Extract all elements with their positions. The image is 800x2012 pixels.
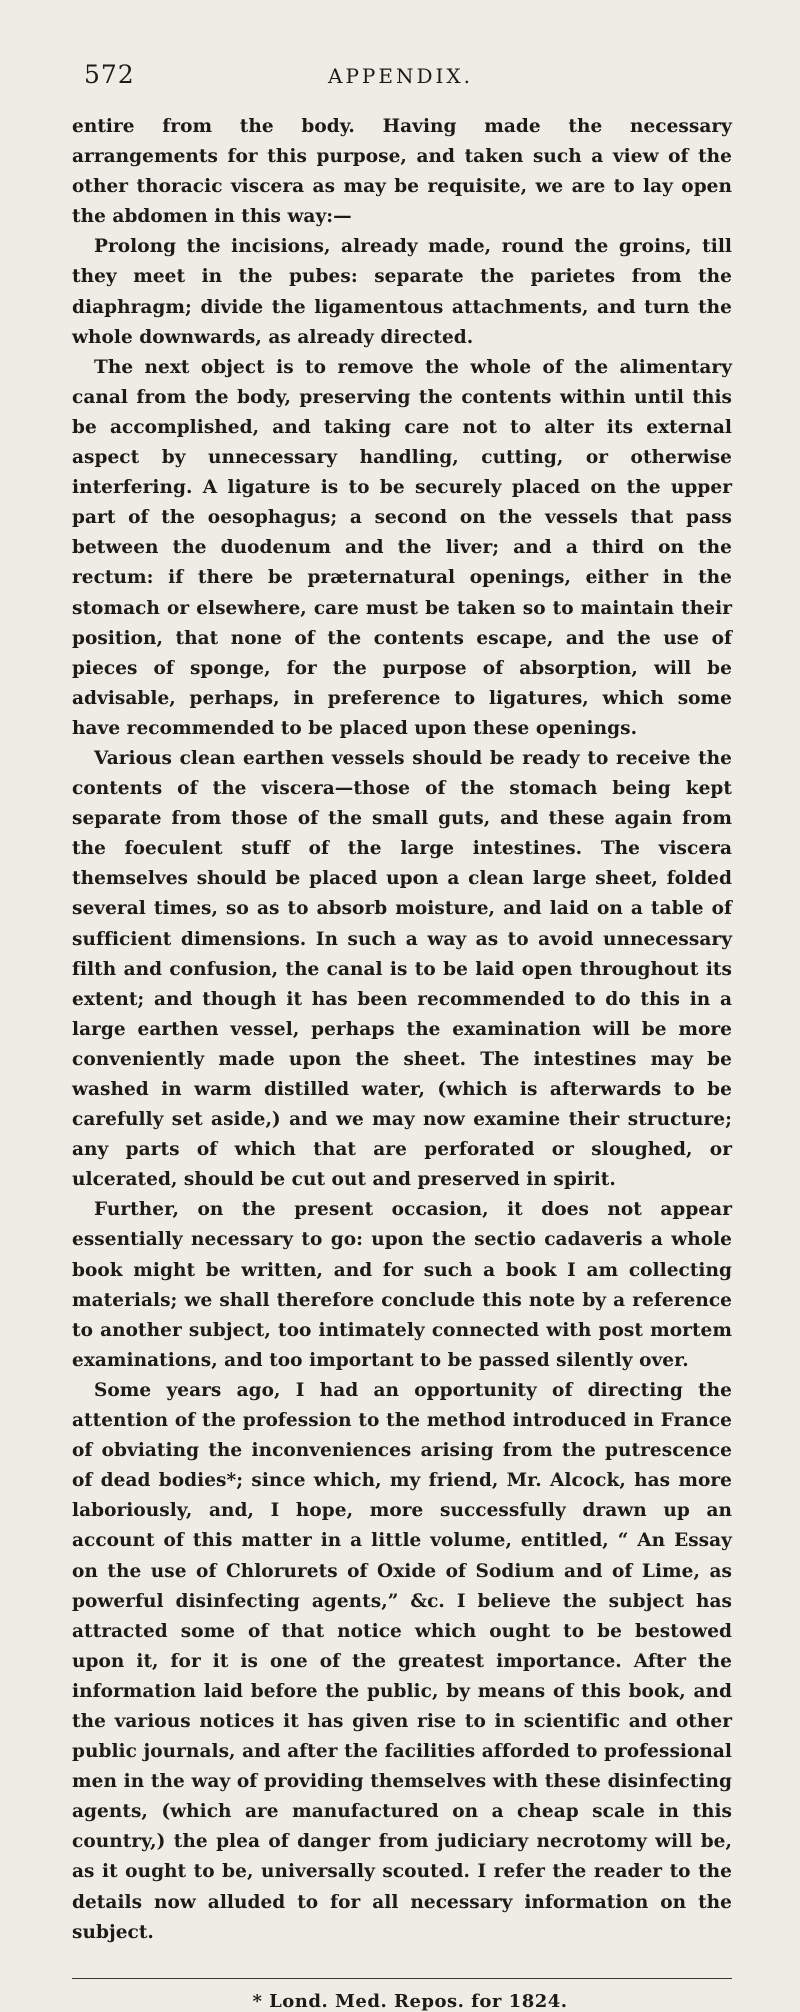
footnote-divider bbox=[72, 1978, 732, 1979]
paragraph: Further, on the present occasion, it does not appear essentially necessary to go: upon the sectio cadaveris a whole book might be written, and for such a book I am collecting materials; we shall therefore conclude this note by a reference to another subject, too intimately connected with post mortem examinations, and too important to be passed silently over. bbox=[72, 1199, 732, 1371]
paragraph: Some years ago, I had an opportunity of directing the attention of the profession to the method introduced in France of obviating the inconveniences arising from the putrescence of dead bodies*; since which, my friend, Mr. Alcock, has more laboriously, and, I hope, more successfully drawn up an account of this matter in a little volume, entitled, “ An Essay on the use of Chlorurets of Oxide of Sodium and of Lime, as powerful disinfecting agents,” &c. I believe the subject has attracted some of that notice which ought to be bestowed upon it, for it is one of the greatest importance. After the information laid before the public, by means of this book, and the various notices it has given rise to in scientific and other public journals, and after the facilities afforded to professional men in the way of providing themselves with these disinfecting agents, (which are manufactured on a cheap scale in this country,) the plea of danger from judiciary necrotomy will be, as it ought to be, universally scouted. I refer the reader to the details now alluded to for all necessary information on the subject. bbox=[72, 1379, 732, 1943]
running-title: APPENDIX. bbox=[328, 64, 473, 88]
page-number: 572 bbox=[84, 60, 135, 89]
paragraph: Various clean earthen vessels should be ready to receive the contents of the viscera—those of the stomach being kept separate from those of the small guts, and these again from the foeculent stuff of the large intestines. The viscera themselves should be placed upon a clean large sheet, folded several times, so as to absorb moisture, and laid on a table of sufficient dimensions. In such a way as to avoid unnecessary filth and confusion, the canal is to be laid open throughout its extent; and though it has been recommended to do this in a large earthen vessel, perhaps the examination will be more conveniently made upon the sheet. The intestines may be washed in warm distilled water, (which is afterwards to be carefully set aside,) and we may now examine their structure; any parts of which that are perforated or sloughed, or ulcerated, should be cut out and preserved in spirit. bbox=[72, 747, 732, 1191]
body-text bbox=[72, 112, 732, 1948]
paragraph: The next object is to remove the whole of the alimentary canal from the body, preserving the contents within until this be accomplished, and taking care not to alter its external aspect by unnecessary handling, cutting, or otherwise interfering. A ligature is to be securely placed on the upper part of the oesophagus; a second on the vessels that pass between the duodenum and the liver; and a third on the rectum: if there be præternatural openings, either in the stomach or elsewhere, care must be taken so to maintain their position, that none of the contents escape, and the use of pieces of sponge, for the purpose of absorption, will be advisable, perhaps, in preference to ligatures, which some have recommended to be placed upon these openings. bbox=[72, 356, 732, 739]
paragraph: entire from the body. Having made the necessary arrangements for this purpose, and taken such a view of the other thoracic viscera as may be requisite, we are to lay open the abdomen in this way:— bbox=[72, 116, 732, 228]
paragraph: Prolong the incisions, already made, round the groins, till they meet in the pubes: separate the parietes from the diaphragm; divide the ligamentous attachments, and turn the whole downwards, as already directed. bbox=[72, 236, 732, 348]
running-head bbox=[72, 60, 728, 100]
footnote: * Lond. Med. Repos. for 1824. bbox=[252, 1990, 568, 2012]
